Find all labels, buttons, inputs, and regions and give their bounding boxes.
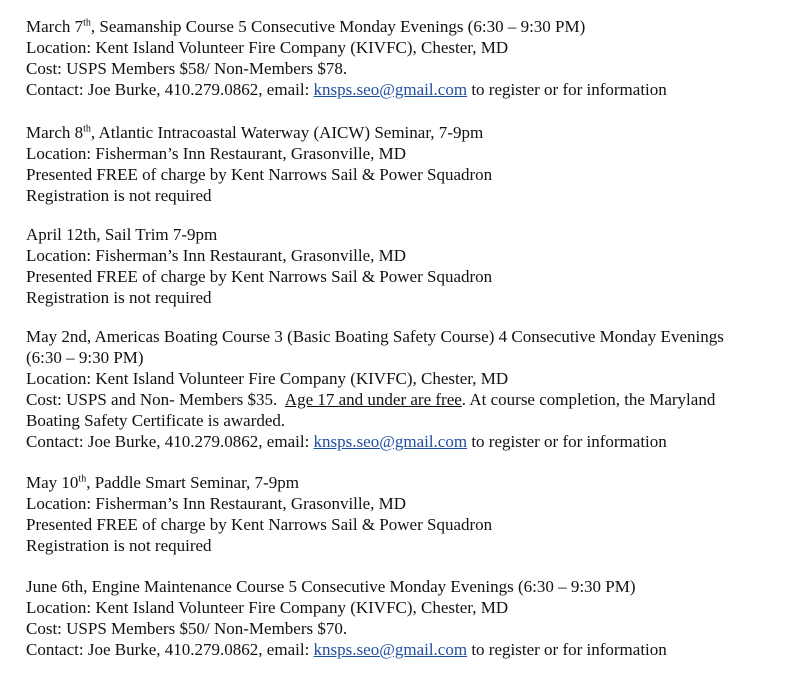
- event-title: April 12th, Sail Trim 7-9pm: [26, 225, 218, 244]
- event-presented: Presented FREE of charge by Kent Narrows Sail & Power Squadron: [26, 165, 493, 184]
- email-link[interactable]: knsps.seo@gmail.com: [313, 640, 468, 659]
- event-location: Location: Fisherman’s Inn Restaurant, Grasonville, MD: [26, 144, 407, 163]
- email-link[interactable]: knsps.seo@gmail.com: [313, 432, 468, 451]
- event-sail-trim: [26, 224, 492, 308]
- event-contact: Contact: Joe Burke, 410.279.0862, email: knsps.seo@gmail.com to register or for information: [26, 432, 667, 451]
- event-location: Location: Kent Island Volunteer Fire Company (KIVFC), Chester, MD: [26, 598, 509, 617]
- event-location: Location: Fisherman’s Inn Restaurant, Grasonville, MD: [26, 246, 407, 265]
- event-paddle-smart: [26, 472, 492, 556]
- event-registration: Registration is not required: [26, 288, 212, 307]
- event-location: Location: Kent Island Volunteer Fire Company (KIVFC), Chester, MD: [26, 369, 509, 388]
- event-cost: Cost: USPS Members $58/ Non-Members $78.: [26, 59, 348, 78]
- event-cost: Cost: USPS Members $50/ Non-Members $70.: [26, 619, 348, 638]
- event-location: Location: Fisherman’s Inn Restaurant, Grasonville, MD: [26, 494, 407, 513]
- event-registration: Registration is not required: [26, 536, 212, 555]
- event-americas-boating: [26, 326, 724, 452]
- event-engine-maintenance: [26, 576, 667, 660]
- event-title: March 7th, Seamanship Course 5 Consecutive Monday Evenings (6:30 – 9:30 PM): [26, 17, 586, 36]
- event-title-cont: (6:30 – 9:30 PM): [26, 348, 144, 367]
- event-cost: Cost: USPS and Non- Members $35. Age 17 and under are free. At course completion, the Maryland: [26, 390, 716, 409]
- event-presented: Presented FREE of charge by Kent Narrows Sail & Power Squadron: [26, 267, 493, 286]
- event-location: Location: Kent Island Volunteer Fire Company (KIVFC), Chester, MD: [26, 38, 509, 57]
- event-contact: Contact: Joe Burke, 410.279.0862, email: knsps.seo@gmail.com to register or for information: [26, 80, 667, 99]
- event-aicw: [26, 122, 492, 206]
- email-link[interactable]: knsps.seo@gmail.com: [313, 80, 468, 99]
- event-registration: Registration is not required: [26, 186, 212, 205]
- event-cost-cont: Boating Safety Certificate is awarded.: [26, 411, 286, 430]
- event-title: June 6th, Engine Maintenance Course 5 Consecutive Monday Evenings (6:30 – 9:30 PM): [26, 577, 636, 596]
- event-title: May 10th, Paddle Smart Seminar, 7-9pm: [26, 473, 299, 492]
- event-title: March 8th, Atlantic Intracoastal Waterway (AICW) Seminar, 7-9pm: [26, 123, 484, 142]
- free-notice: Age 17 and under are free: [284, 390, 462, 409]
- event-contact: Contact: Joe Burke, 410.279.0862, email: knsps.seo@gmail.com to register or for information: [26, 640, 667, 659]
- event-seamanship: [26, 16, 667, 100]
- event-title: May 2nd, Americas Boating Course 3 (Basic Boating Safety Course) 4 Consecutive Monday Evenings: [26, 327, 724, 346]
- event-presented: Presented FREE of charge by Kent Narrows Sail & Power Squadron: [26, 515, 493, 534]
